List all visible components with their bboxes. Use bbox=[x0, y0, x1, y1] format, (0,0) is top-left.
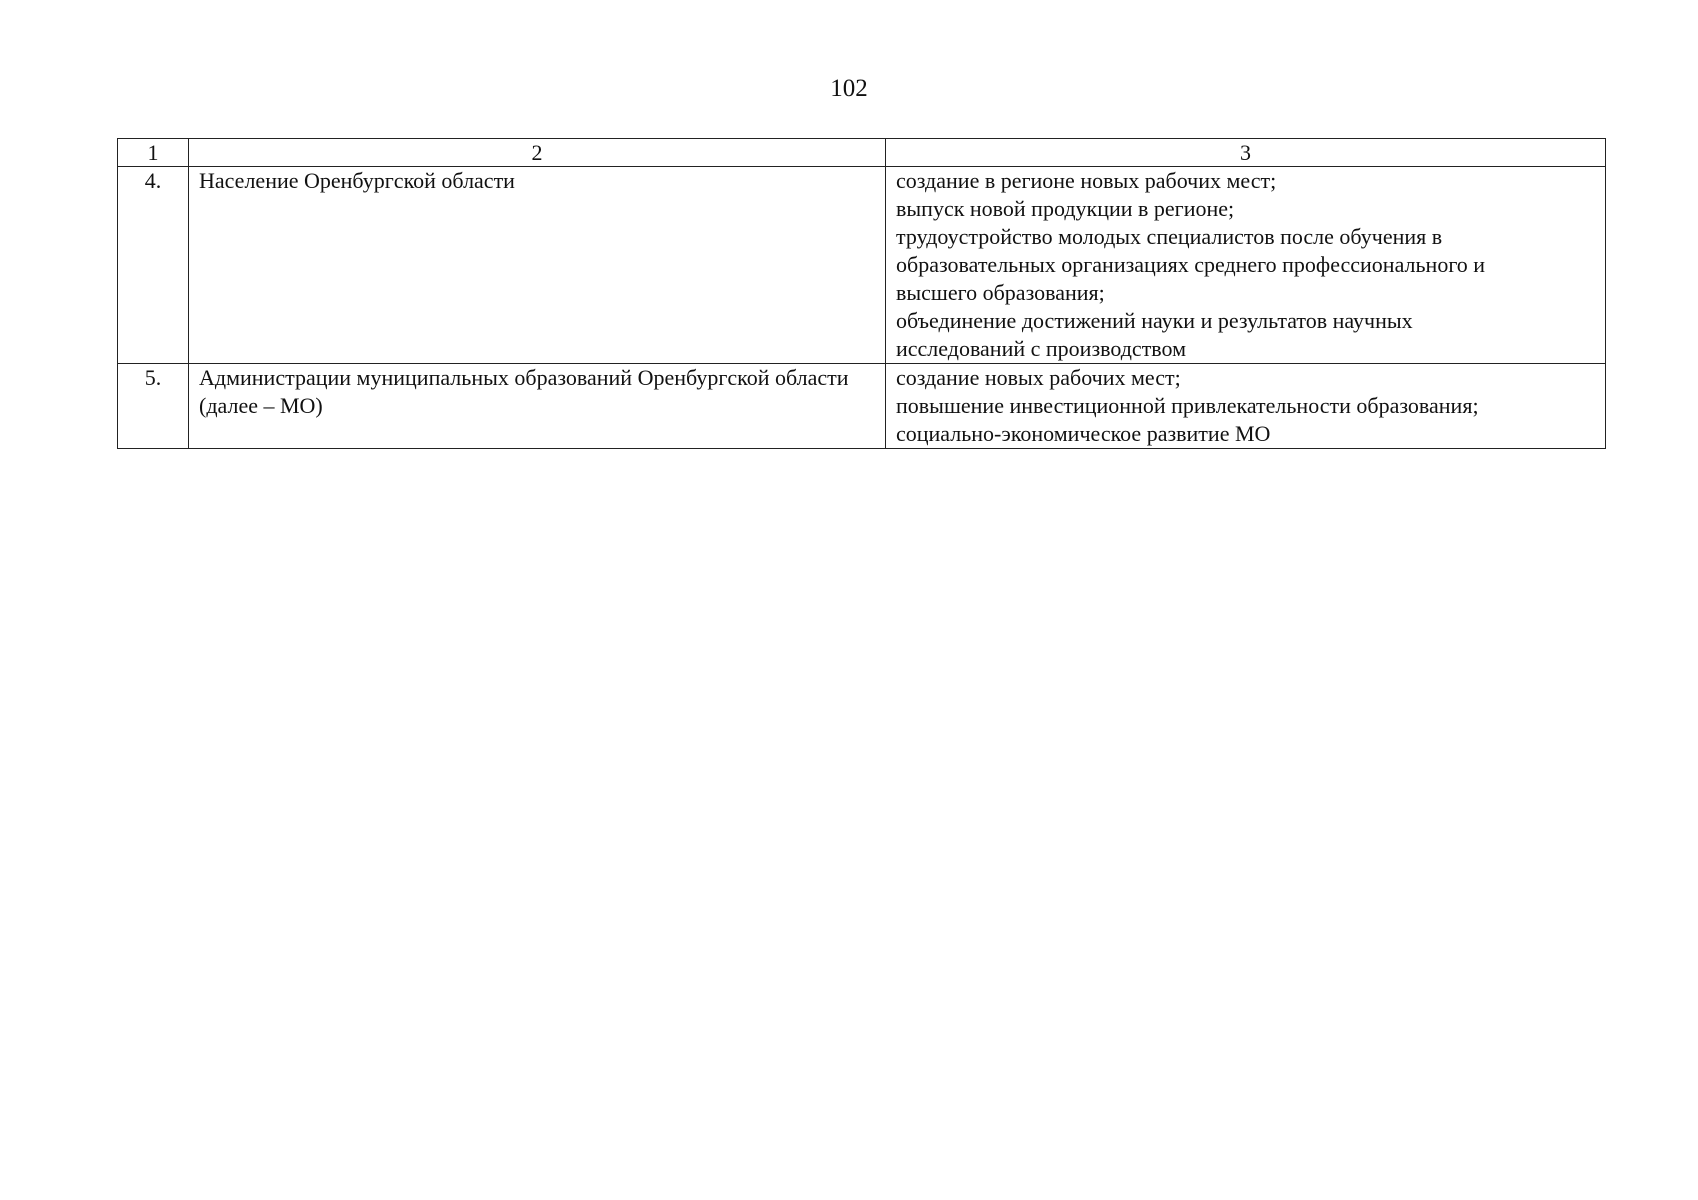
effect-line: повышение инвестиционной привлекательности образования; bbox=[896, 393, 1479, 418]
effect-line: высшего образования; bbox=[896, 280, 1105, 305]
row-number: 5. bbox=[118, 364, 189, 449]
effect-line: выпуск новой продукции в регионе; bbox=[896, 196, 1235, 221]
column-header-1: 1 bbox=[118, 139, 189, 167]
effect-line: социально-экономическое развитие МО bbox=[896, 421, 1271, 446]
row-effects bbox=[886, 364, 1606, 449]
effect-line: исследований с производством bbox=[896, 336, 1187, 361]
effect-line: создание новых рабочих мест; bbox=[896, 365, 1181, 390]
effect-line: образовательных организациях среднего профессионального и bbox=[896, 252, 1486, 277]
row-effects bbox=[886, 167, 1606, 364]
page-number: 102 bbox=[830, 75, 868, 102]
effect-line: создание в регионе новых рабочих мест; bbox=[896, 168, 1277, 193]
column-header-2: 2 bbox=[189, 139, 886, 167]
document-table bbox=[117, 138, 1606, 449]
effect-line: объединение достижений науки и результатов научных bbox=[896, 308, 1413, 333]
table-row bbox=[118, 364, 1606, 449]
row-subject: Администрации муниципальных образований Оренбургской области (далее – МО) bbox=[189, 364, 886, 449]
column-header-3: 3 bbox=[886, 139, 1606, 167]
table-row bbox=[118, 167, 1606, 364]
table-header-row bbox=[118, 139, 1606, 167]
row-number: 4. bbox=[118, 167, 189, 364]
effect-line: трудоустройство молодых специалистов после обучения в bbox=[896, 224, 1443, 249]
row-subject: Население Оренбургской области bbox=[189, 167, 886, 364]
